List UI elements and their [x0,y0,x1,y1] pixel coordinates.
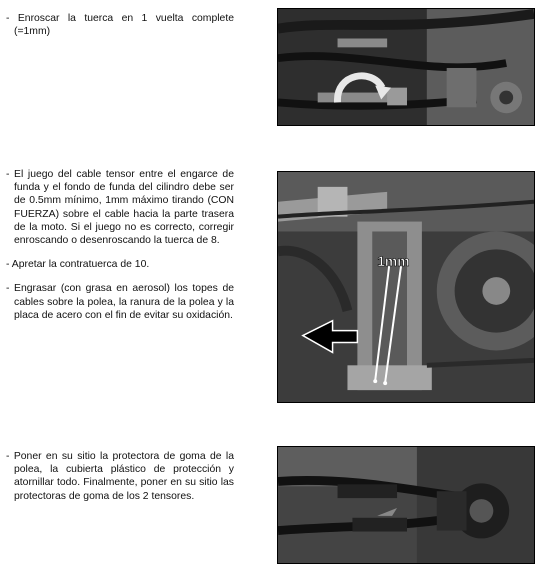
step-1-paragraph: - Enroscar la tuerca en 1 vuelta complete (=1mm) [6,13,234,38]
step-3-text-block [6,450,234,514]
photo-cable-nut-illustration [278,9,534,125]
step-2-paragraph-1: - El juego del cable tensor entre el engarce de funda y el fondo de funda del cilindro debe ser de 0.5mm mínimo, 1mm máximo tirando (CON FUERZA) sobre el cable hacia la parte trasera de la moto. Si el juego no es correcto, corregir enroscando o desenroscando la tuerca de 8. [6,169,234,247]
photo-cable-play [277,171,535,403]
step-1-text-block [6,12,234,49]
play-1mm-label: 1mm [377,253,410,270]
step-2-paragraph-2: - Apretar la contratuerca de 10. [6,259,150,271]
step-3-paragraph: - Poner en su sitio la protectora de goma de la polea, la cubierta plástico de protección y atornillar todo. Finalmente, poner en su sitio las protectoras de goma de los 2 tensores. [6,451,234,502]
step-2-paragraph-3: - Engrasar (con grasa en aerosol) los topes de cables sobre la polea, la ranura de la polea y la placa de acero con el fin de evitar su oxidación. [6,283,234,321]
photo-cable-play-illustration [278,172,534,402]
step-2-text-block [6,168,234,333]
photo-cable-nut [277,8,535,126]
photo-protectors [277,446,535,564]
photo-protectors-illustration [278,447,534,563]
